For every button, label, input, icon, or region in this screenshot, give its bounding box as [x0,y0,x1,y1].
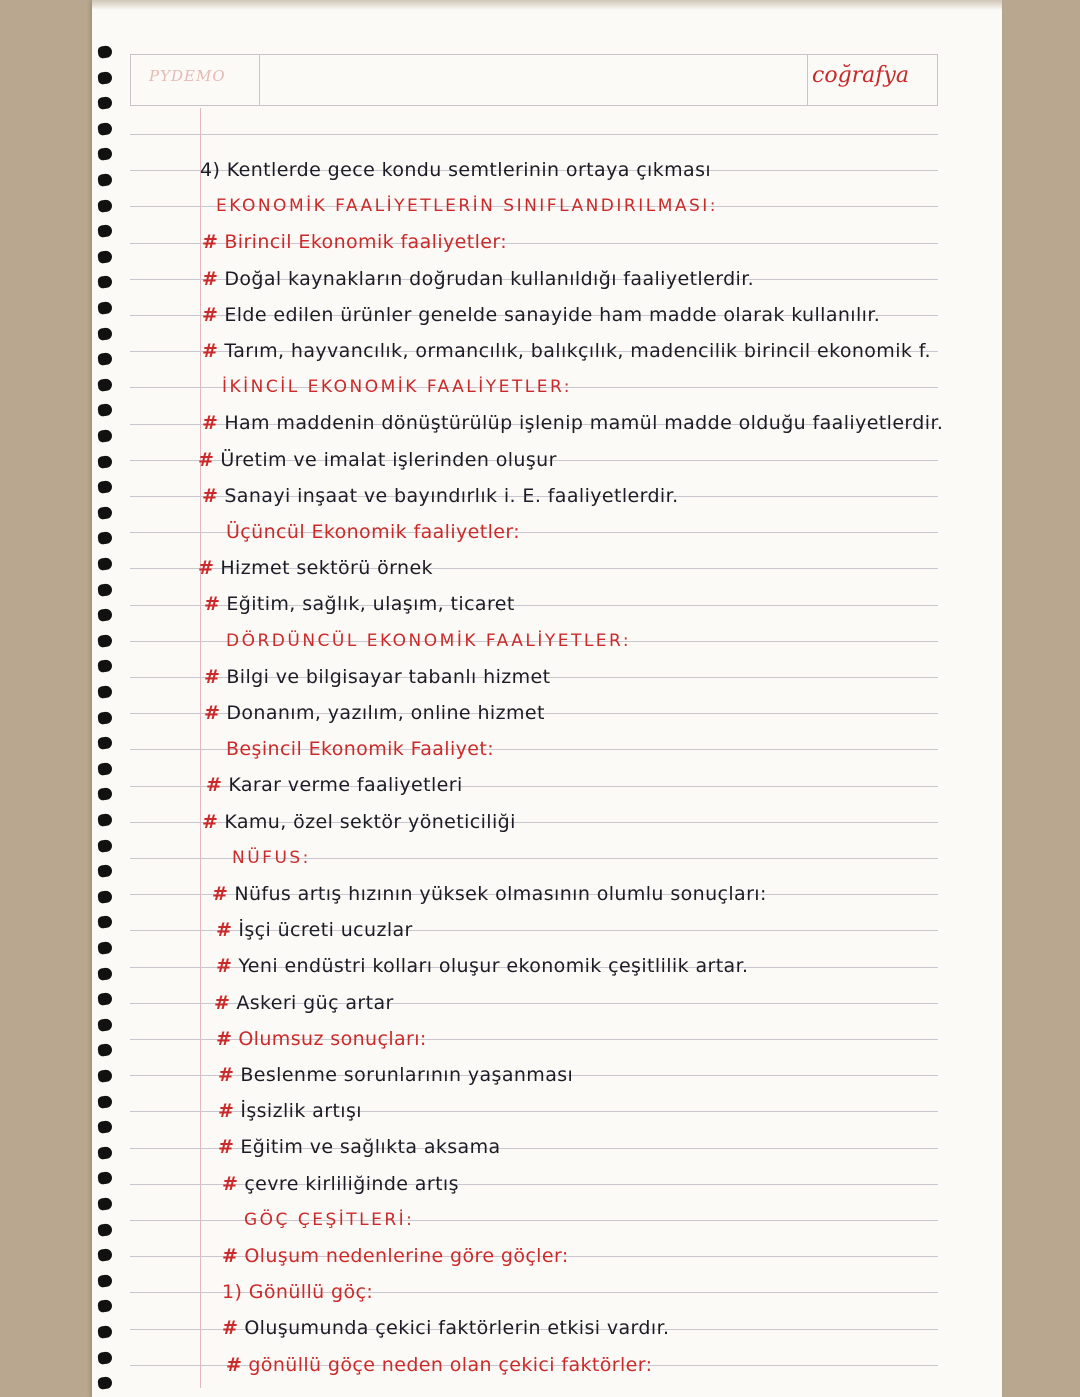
spiral-hole [97,506,113,520]
bullet-hash: # [216,1027,233,1050]
spiral-hole [97,813,113,827]
note-line [226,520,520,544]
note-line [202,267,754,291]
spiral-hole [97,455,113,469]
bullet-hash: # [202,303,219,326]
spiral-hole [97,1197,113,1211]
note-text: NÜFUS: [232,847,311,868]
bullet-hash: # [202,267,219,290]
spiral-hole [97,480,113,494]
spiral-hole [97,71,113,85]
note-line [202,339,931,363]
note-line [218,1135,501,1159]
bullet-hash: # [202,340,219,362]
spiral-hole [97,1146,113,1160]
spiral-hole [97,301,113,315]
note-line [202,303,880,327]
note-line [226,1353,652,1377]
note-text: DÖRDÜNCÜL EKONOMİK FAALİYETLER: [226,630,632,651]
note-text: Nüfus artış hızının yüksek olmasının olumlu sonuçları: [234,883,767,905]
bullet-hash: # [202,810,219,833]
spiral-hole [97,531,113,545]
note-text: Hizmet sektörü örnek [220,557,433,580]
spiral-hole [97,1274,113,1288]
bullet-hash: # [216,955,233,978]
page-header [130,54,938,106]
note-line [226,737,494,761]
note-line [202,411,943,435]
spiral-hole [97,224,113,238]
spiral-hole [97,1223,113,1237]
bullet-hash: # [222,1245,239,1267]
note-text: GÖÇ ÇEŞİTLERİ: [244,1209,415,1230]
spiral-hole [97,1248,113,1262]
note-line [218,1099,362,1123]
note-line [202,230,507,254]
margin-line [200,108,201,1388]
spiral-hole [97,1325,113,1339]
note-text: Beslenme sorunlarının yaşanması [240,1064,574,1086]
spiral-hole [97,1120,113,1134]
spiral-hole [97,1069,113,1083]
header-subject-cell [807,55,938,105]
spiral-hole [97,864,113,878]
bullet-hash: # [214,991,231,1014]
note-line [244,1208,414,1232]
note-line [202,810,516,834]
note-line [218,1063,573,1087]
spiral-hole [97,1351,113,1365]
spiral-hole [97,634,113,648]
note-text: Tarım, hayvancılık, ormancılık, balıkçılık, madencilik birincil ekonomik f. [224,340,931,362]
spiral-hole [97,429,113,443]
spiral-hole [97,890,113,904]
spiral-hole [97,122,113,136]
note-line [214,991,394,1015]
note-text: Eğitim ve sağlıkta aksama [240,1136,501,1159]
spiral-hole [97,147,113,161]
spiral-hole [97,839,113,853]
note-line [206,773,463,797]
note-text: Üçüncül Ekonomik faaliyetler: [226,521,521,543]
bullet-hash: # [216,919,233,942]
note-line [222,1172,459,1196]
spiral-hole [97,1299,113,1313]
spiral-hole [97,352,113,366]
subject-title: coğrafya [812,63,909,88]
bullet-hash: # [204,702,221,724]
note-text: gönüllü göçe neden olan çekici faktörler: [248,1353,653,1376]
spiral-hole [97,967,113,981]
note-text: Olumsuz sonuçları: [238,1027,427,1050]
spiral-hole [97,1043,113,1057]
note-text: Sanayi inşaat ve bayındırlık i. E. faaliyetlerdir. [224,484,679,507]
spiral-hole [97,1018,113,1032]
page-top-shadow [92,0,1002,10]
bullet-hash: # [218,1100,235,1123]
spiral-hole [97,1095,113,1109]
spiral-hole [97,327,113,341]
note-text: Üretim ve imalat işlerinden oluşur [220,448,557,471]
note-line [222,1244,569,1268]
note-text: Beşincil Ekonomik Faaliyet: [226,738,495,761]
spiral-hole [97,45,113,59]
note-line [204,592,515,616]
spiral-hole [97,915,113,929]
note-line [198,448,557,472]
note-line [204,665,551,689]
spiral-hole [97,736,113,750]
spiral-hole [97,787,113,801]
note-line [212,882,767,906]
note-text: Bilgi ve bilgisayar tabanlı hizmet [226,665,551,688]
note-line [232,846,311,870]
note-text: EKONOMİK FAALİYETLERİN SINIFLANDIRILMASI: [216,196,719,217]
note-line [226,629,631,653]
note-text: Donanım, yazılım, online hizmet [226,702,545,724]
bullet-hash: # [198,448,215,471]
spiral-hole [97,583,113,597]
note-text: Elde edilen ürünler genelde sanayide ham madde olarak kullanılır. [224,303,881,326]
note-text: Yeni endüstri kolları oluşur ekonomik çeşitlilik artar. [238,955,749,978]
bullet-hash: # [202,484,219,507]
spiral-hole [97,557,113,571]
bullet-hash: # [212,883,229,905]
spiral-binding [82,20,122,1390]
header-left-cell [131,55,260,105]
note-text: İşçi ücreti ucuzlar [238,919,413,942]
bullet-hash: # [202,412,219,435]
bullet-hash: # [198,557,215,580]
note-text: Ham maddenin dönüştürülüp işlenip mamül madde olduğu faaliyetlerdir. [224,412,944,435]
note-text: İKİNCİL EKONOMİK FAALİYETLER: [222,377,572,398]
note-line [222,1280,373,1304]
note-line [216,1027,427,1051]
note-line [222,1316,669,1340]
note-text: Askeri güç artar [236,991,394,1014]
spiral-hole [97,608,113,622]
note-line [216,954,749,978]
spiral-hole [97,1376,113,1390]
header-faint-label: PYDEMO [149,67,226,85]
note-text: Birincil Ekonomik faaliyetler: [224,231,508,254]
spiral-hole [97,199,113,213]
bullet-hash: # [202,231,219,254]
ruled-line [130,134,938,135]
spiral-hole [97,992,113,1006]
spiral-hole [97,250,113,264]
bullet-hash: # [222,1172,239,1195]
note-line [204,701,545,725]
note-text: Karar verme faaliyetleri [228,774,463,797]
note-text: İşsizlik artışı [240,1100,362,1123]
spiral-hole [97,403,113,417]
note-line [216,918,413,942]
bullet-hash: # [226,1353,243,1376]
spiral-hole [97,659,113,673]
spiral-hole [97,173,113,187]
note-text: Eğitim, sağlık, ulaşım, ticaret [226,593,515,616]
note-line [202,484,679,508]
note-text: 4) Kentlerde gece kondu semtlerinin ortaya çıkması [200,159,712,181]
bullet-hash: # [204,593,221,616]
note-line [198,556,433,580]
note-text: 1) Gönüllü göç: [222,1281,374,1304]
spiral-hole [97,941,113,955]
note-text: Oluşumunda çekici faktörlerin etkisi vardır. [244,1317,670,1340]
bullet-hash: # [222,1317,239,1340]
spiral-hole [97,96,113,110]
spiral-hole [97,275,113,289]
bullet-hash: # [218,1136,235,1159]
note-line [200,158,711,182]
note-text: Oluşum nedenlerine göre göçler: [244,1245,569,1267]
note-text: Kamu, özel sektör yöneticiliği [224,810,516,833]
bullet-hash: # [204,665,221,688]
note-text: Doğal kaynakların doğrudan kullanıldığı faaliyetlerdir. [224,267,755,290]
note-line [216,194,718,218]
spiral-hole [97,378,113,392]
spiral-hole [97,1171,113,1185]
spiral-hole [97,685,113,699]
spiral-hole [97,711,113,725]
bullet-hash: # [218,1064,235,1086]
spiral-hole [97,762,113,776]
note-text: çevre kirliliğinde artış [244,1172,459,1195]
bullet-hash: # [206,774,223,797]
note-line [222,375,572,399]
